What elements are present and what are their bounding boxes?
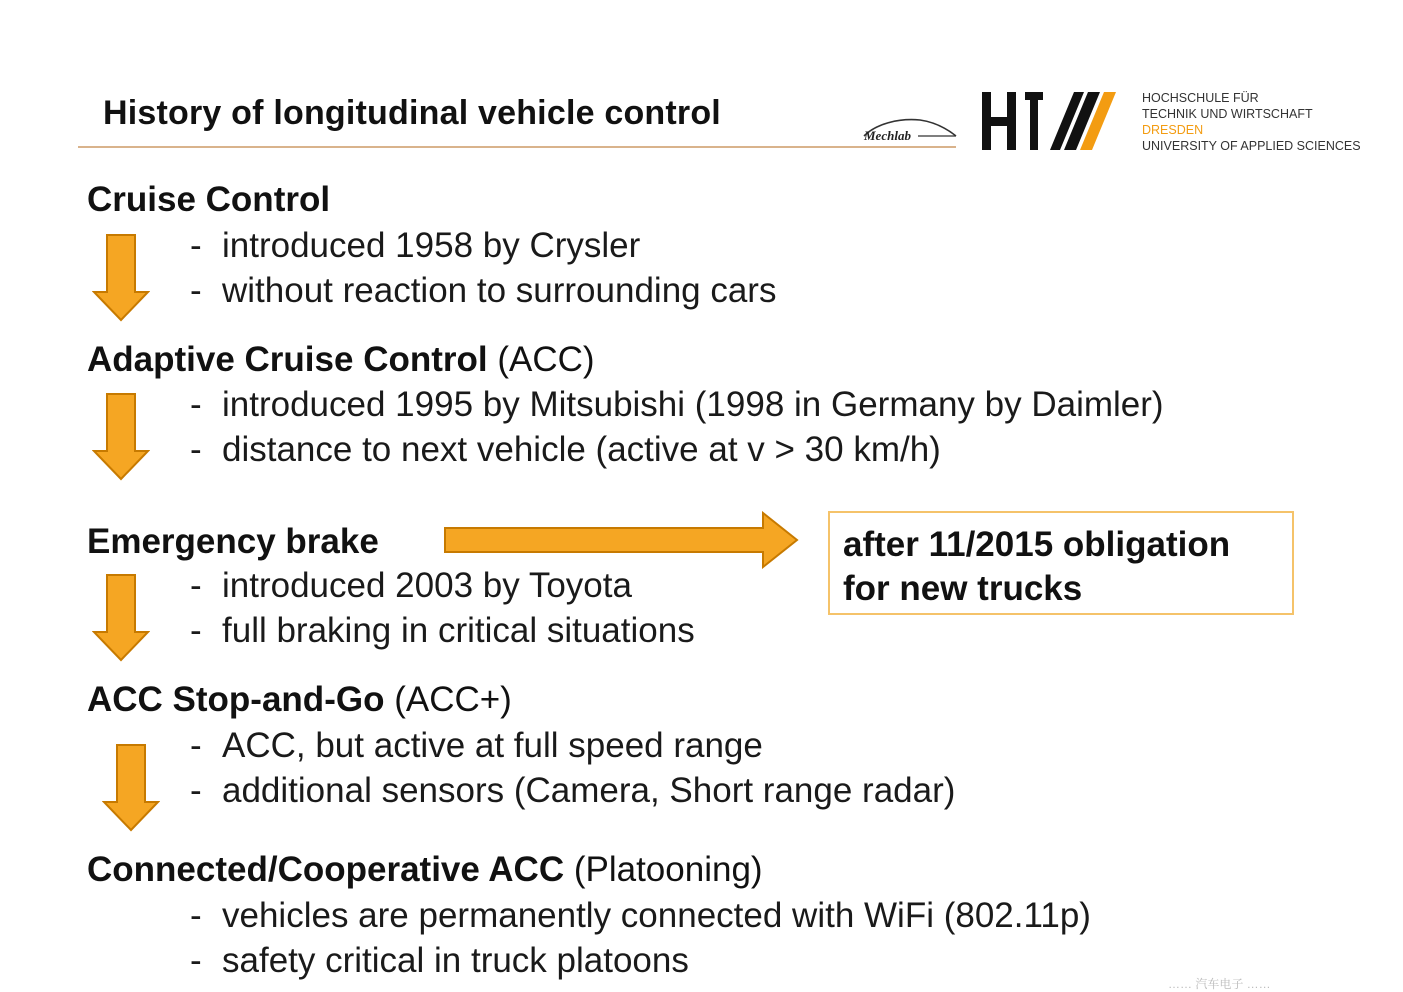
mechlab-logo — [858, 110, 958, 148]
bullet-item: - without reaction to surrounding cars — [190, 271, 777, 310]
htw-line-1: HOCHSCHULE FÜR — [1142, 91, 1259, 105]
htw-logo-mark — [980, 90, 1134, 152]
heading-bold: ACC Stop-and-Go — [87, 680, 385, 719]
heading-bold: Emergency brake — [87, 522, 379, 561]
slide-title: History of longitudinal vehicle control — [103, 94, 721, 132]
down-arrow-icon — [92, 574, 150, 662]
right-arrow-icon — [443, 511, 799, 569]
down-arrow-icon — [92, 393, 150, 481]
htw-line-4: UNIVERSITY OF APPLIED SCIENCES — [1142, 139, 1361, 153]
bullet-item: - introduced 2003 by Toyota — [190, 566, 632, 605]
bullet-item: - full braking in critical situations — [190, 611, 695, 650]
section-heading-acc-stop-and-go — [87, 680, 512, 720]
htw-line-2: TECHNIK UND WIRTSCHAFT — [1142, 107, 1313, 121]
section-heading-acc — [87, 340, 595, 380]
section-heading-cruise-control — [87, 180, 330, 220]
bullet-item: - vehicles are permanently connected with WiFi (802.11p) — [190, 896, 1091, 935]
heading-bold: Adaptive Cruise Control — [87, 340, 488, 379]
watermark: …… 汽车电子 …… — [1168, 977, 1271, 991]
mechlab-logo-text: Mechlab — [864, 128, 911, 143]
section-heading-emergency-brake — [87, 522, 379, 562]
section-heading-connected-acc — [87, 850, 763, 890]
heading-bold: Connected/Cooperative ACC — [87, 850, 565, 889]
bullet-item: - ACC, but active at full speed range — [190, 726, 763, 765]
bullet-item: - distance to next vehicle (active at v > 30 km/h) — [190, 430, 941, 469]
heading-bold: Cruise Control — [87, 180, 331, 219]
bullet-item: - safety critical in truck platoons — [190, 941, 689, 980]
heading-rest: (ACC+) — [394, 680, 512, 719]
bullet-item: - additional sensors (Camera, Short range radar) — [190, 771, 956, 810]
down-arrow-icon — [92, 234, 150, 322]
callout-line-2: for new trucks — [843, 569, 1083, 608]
heading-rest: (Platooning) — [573, 850, 763, 889]
down-arrow-icon — [102, 744, 160, 832]
title-divider — [78, 146, 956, 148]
bullet-item: - introduced 1995 by Mitsubishi (1998 in Germany by Daimler) — [190, 385, 1164, 424]
htw-line-3: DRESDEN — [1142, 123, 1204, 137]
callout-box — [828, 511, 1294, 615]
htw-logo-text — [1142, 90, 1361, 154]
heading-rest: (ACC) — [497, 340, 595, 379]
callout-line-1: after 11/2015 obligation — [843, 525, 1231, 564]
bullet-item: - introduced 1958 by Crysler — [190, 226, 641, 265]
